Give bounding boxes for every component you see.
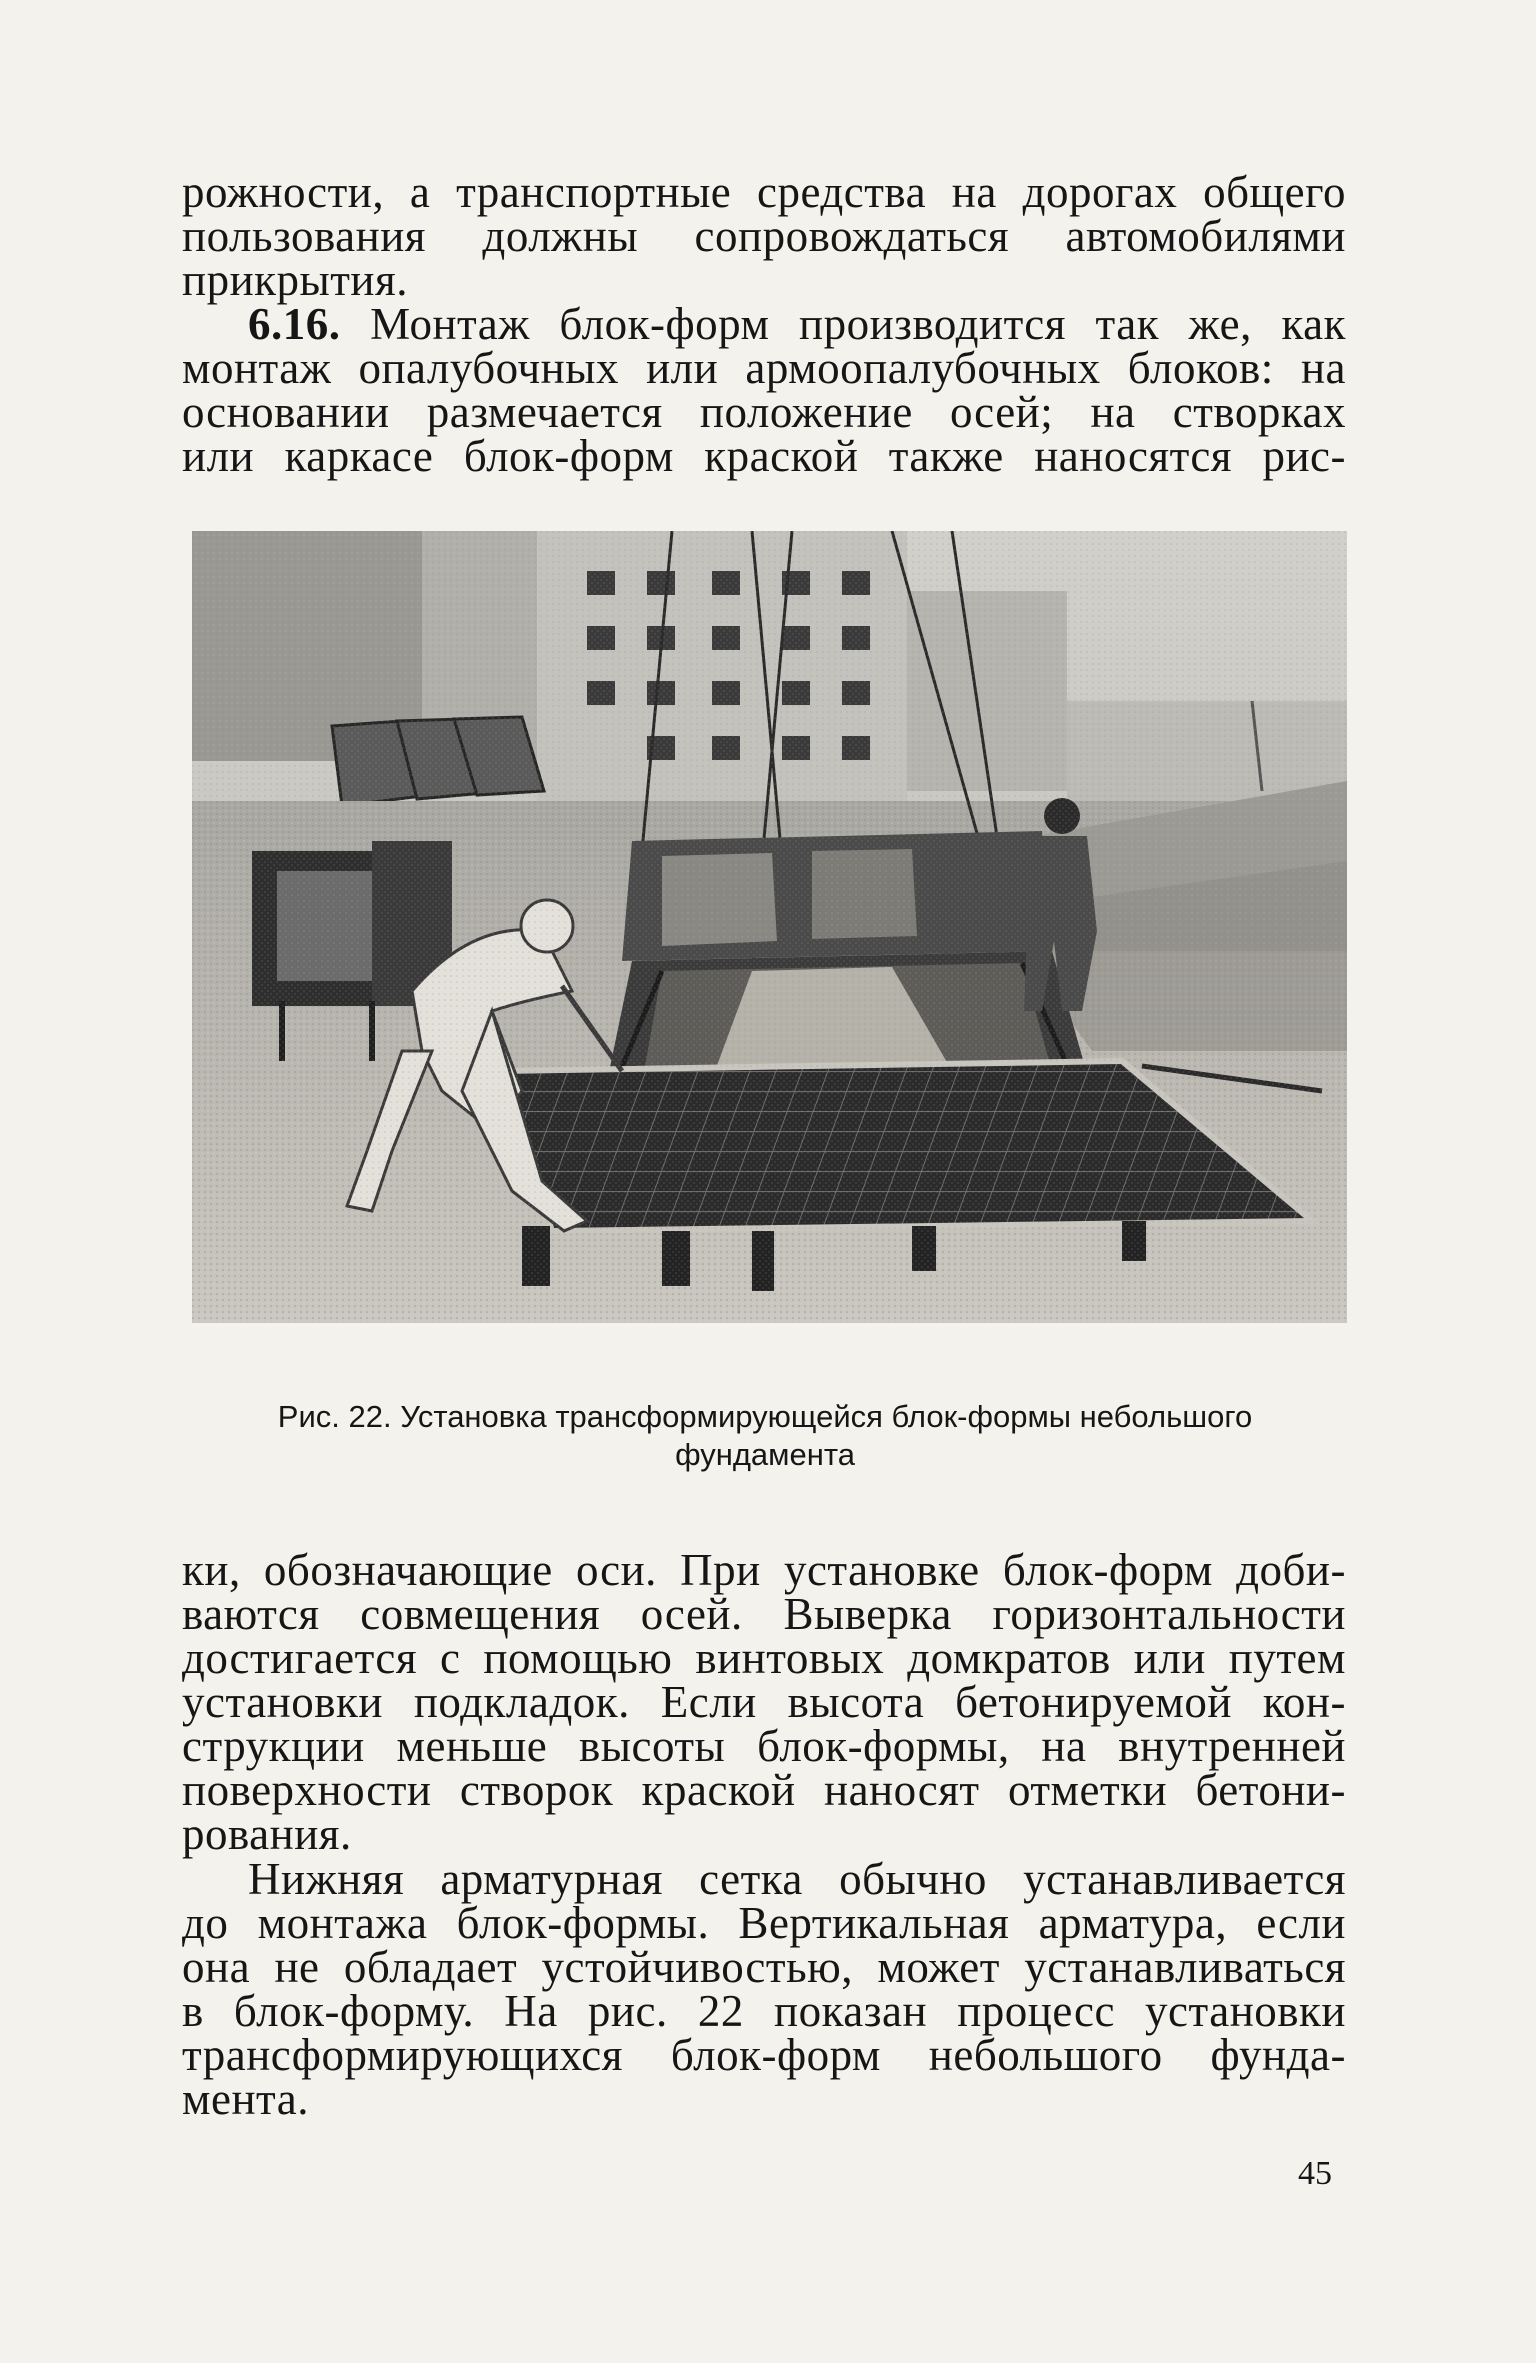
text-line: мента.: [182, 2074, 309, 2124]
text-line: достигается с помощью винтовых домкратов или путем: [182, 1633, 1346, 1683]
section-number: 6.16.: [248, 299, 341, 349]
page-number: 45: [1298, 2155, 1332, 2192]
text-line: пользования должны сопровождаться автомобилями: [182, 211, 1346, 261]
text-line: [182, 299, 1346, 349]
text-line: она не обладает устойчивостью, может устанавливаться: [182, 1942, 1346, 1992]
text-line: струкции меньше высоты блок-формы, на внутренней: [182, 1721, 1346, 1771]
text-line: рожности, а транспортные средства на дорогах общего: [182, 167, 1346, 217]
paragraph-top: [182, 167, 1346, 305]
text-line: или каркасе блок-форм краской также наносятся рис-: [182, 431, 1346, 481]
text-line: прикрытия.: [182, 255, 408, 305]
text-line: ки, обозначающие оси. При установке блок-форм доби-: [182, 1545, 1346, 1595]
caption-line: Рис. 22. Установка трансформирующейся блок-формы небольшого: [277, 1399, 1253, 1434]
caption-line: фундамента: [675, 1437, 855, 1472]
figure-caption: [160, 1398, 1370, 1474]
text-line: основании размечается положение осей; на створках: [182, 387, 1346, 437]
text-line: до монтажа блок-формы. Вертикальная арматура, если: [182, 1898, 1346, 1948]
text-line: в блок-форму. На рис. 22 показан процесс установки: [182, 1986, 1346, 2036]
text-line: ваются совмещения осей. Выверка горизонтальности: [182, 1589, 1346, 1639]
paragraph-last: [182, 1854, 1346, 2124]
text-line: установки подкладок. Если высота бетонируемой кон-: [182, 1677, 1346, 1727]
text-line: Нижняя арматурная сетка обычно устанавливается: [248, 1854, 1346, 1904]
paragraph-continuation: [182, 1545, 1346, 1859]
section-first-line: Монтаж блок-форм производится так же, как: [370, 299, 1346, 349]
figure-photo: [192, 531, 1347, 1323]
text-line: поверхности створок краской наносят отметки бетони-: [182, 1765, 1346, 1815]
section-6-16-paragraph: [182, 299, 1346, 481]
text-line: трансформирующихся блок-форм небольшого фунда-: [182, 2030, 1346, 2080]
construction-site-photo: [192, 531, 1347, 1323]
text-line: рования.: [182, 1809, 352, 1859]
text-line: монтаж опалубочных или армоопалубочных блоков: на: [182, 343, 1346, 393]
